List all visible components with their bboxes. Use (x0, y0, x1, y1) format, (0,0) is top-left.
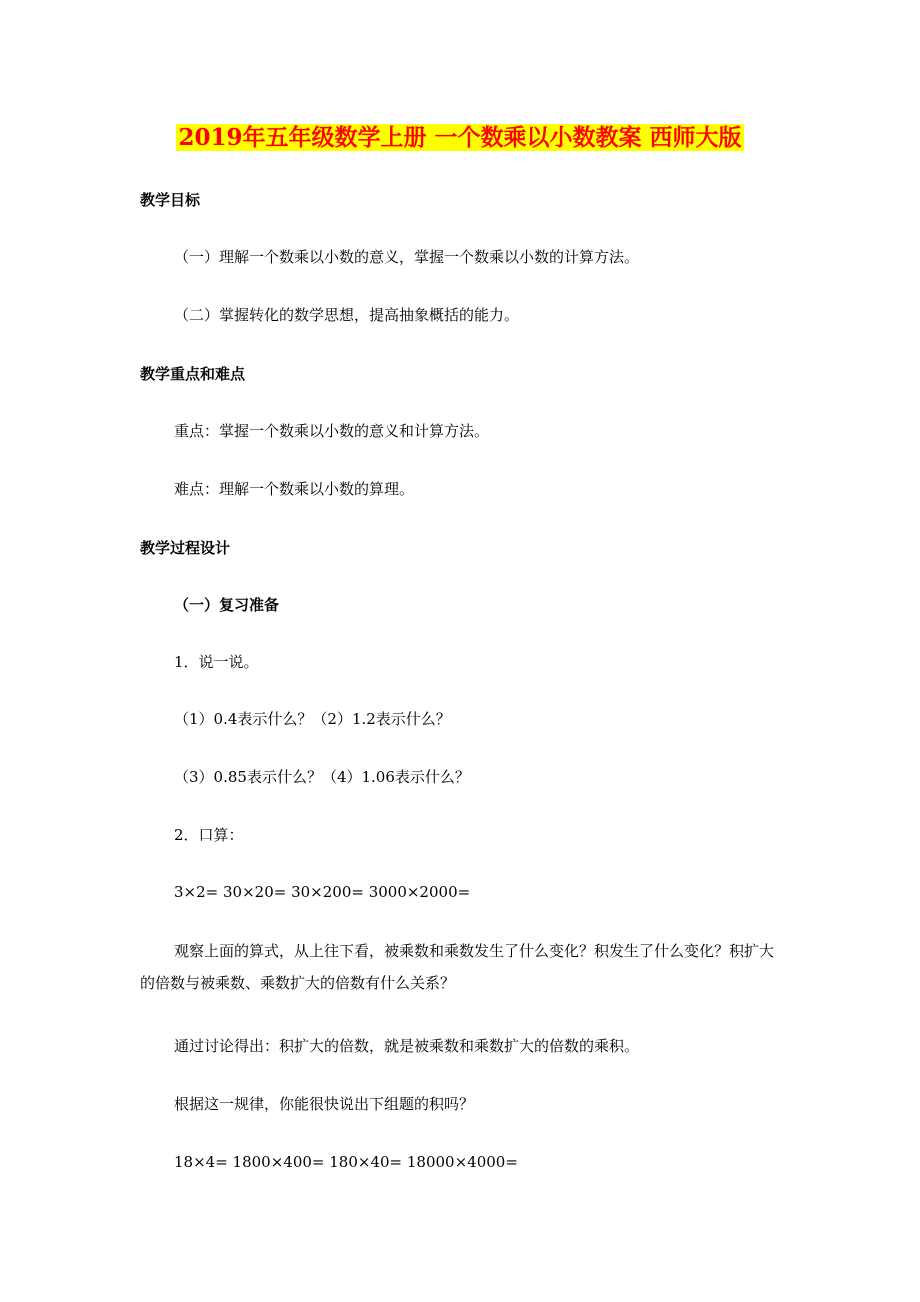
process-line-9: 18×4= 1800×400= 180×40= 18000×4000= (174, 1153, 518, 1171)
page-title (0, 118, 920, 158)
objective-item-1: （一）理解一个数乘以小数的意义，掌握一个数乘以小数的计算方法。 (174, 248, 640, 266)
process-paragraph-observation: 观察上面的算式，从上往下看，被乘数和乘数发生了什么变化？积发生了什么变化？积扩大的倍数与被乘数、乘数扩大的倍数有什么关系？ (140, 942, 775, 992)
process-line-7: 通过讨论得出：积扩大的倍数，就是被乘数和乘数扩大的倍数的乘积。 (174, 1037, 640, 1055)
section-heading-process: 教学过程设计 (140, 539, 231, 557)
process-line-8: 根据这一规律，你能很快说出下组题的积吗？ (174, 1095, 475, 1113)
process-line-1: 1．说一说。 (174, 653, 259, 671)
key-point-item-2: 难点：理解一个数乘以小数的算理。 (174, 480, 415, 498)
section-heading-objectives: 教学目标 (140, 191, 201, 209)
key-point-item-1: 重点：掌握一个数乘以小数的意义和计算方法。 (174, 422, 490, 440)
process-line-4: 2．口算： (174, 826, 244, 844)
objective-item-2: （二）掌握转化的数学思想，提高抽象概括的能力。 (174, 306, 520, 324)
process-line-2: （1）0.4表示什么？（2）1.2表示什么？ (174, 710, 451, 728)
process-line-5: 3×2= 30×20= 30×200= 3000×2000= (174, 883, 471, 901)
process-line-3: （3）0.85表示什么？（4）1.06表示什么？ (174, 768, 470, 786)
subsection-heading-review: （一）复习准备 (174, 596, 280, 614)
section-heading-key-points: 教学重点和难点 (140, 365, 246, 383)
page-title-text: 2019年五年级数学上册 一个数乘以小数教案 西师大版 (178, 124, 742, 151)
